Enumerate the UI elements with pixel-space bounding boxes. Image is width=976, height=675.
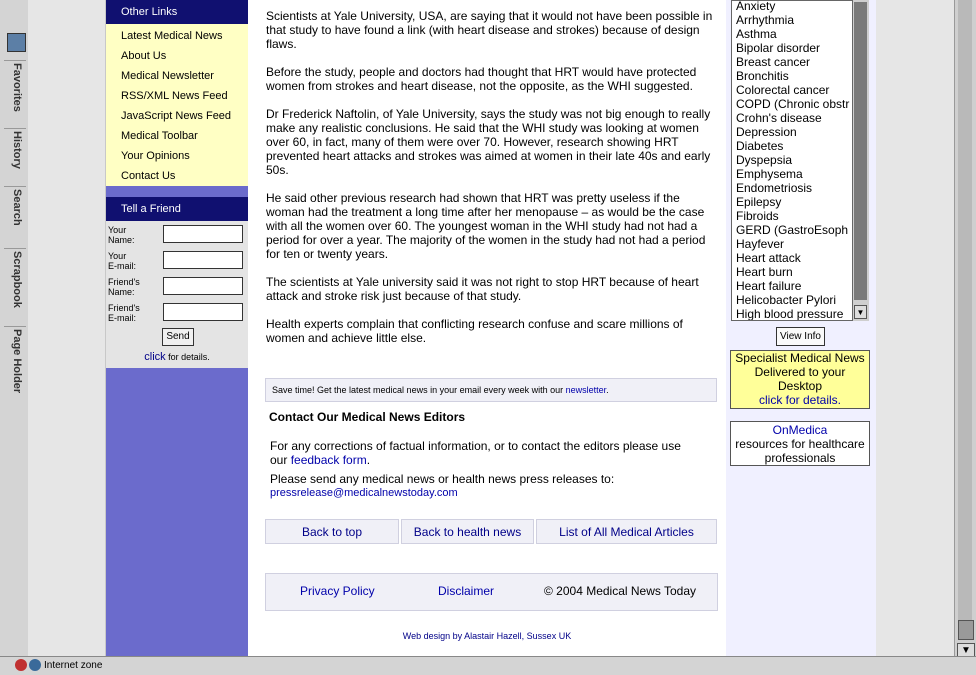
other-links-list (106, 24, 248, 186)
tab-favorites[interactable] (4, 60, 26, 129)
newsletter-link[interactable]: newsletter (565, 385, 607, 395)
view-info-button[interactable]: View Info (776, 327, 825, 346)
article-paragraph: He said other previous research had shown that HRT was pretty useless if the woman had the treatment a long time after her menopause – as would be the case with all the women over 60. The youngest woman in the WHI study had not had a period for over a year. The majority of the women in the study had not had a period for ten or twenty years. (266, 191, 706, 261)
friend-name-label: Friend's Name: (108, 277, 140, 297)
listbox-scrollbar[interactable] (852, 0, 869, 321)
friend-email-input[interactable] (163, 303, 243, 321)
all-medical-articles-button[interactable]: List of All Medical Articles (536, 519, 717, 544)
tab-search-label: Search (11, 189, 23, 226)
explorer-bar (0, 0, 29, 656)
newsletter-promo (265, 378, 717, 402)
page-margin-right (876, 0, 954, 656)
scroll-thumb[interactable] (958, 620, 974, 640)
listbox-scroll-thumb[interactable] (854, 2, 867, 300)
onmedica-line-3: professionals (764, 451, 836, 465)
article-paragraph: Before the study, people and doctors had thought that HRT would have protected women from strokes and heart disease, not the opposite, as the WHI suggested. (266, 65, 697, 93)
scroll-down-arrow-icon[interactable]: ▼ (957, 643, 975, 658)
list-item[interactable]: Epilepsy (736, 195, 782, 209)
tab-history-label: History (11, 131, 23, 169)
list-item[interactable]: Emphysema (736, 167, 803, 181)
tab-history[interactable] (4, 128, 26, 187)
article-paragraph: Scientists at Yale University, USA, are saying that it would not have been possible in that study to have found a link (with heart disease and strokes) because of design flaws. (266, 9, 713, 51)
other-links-title: Other Links (121, 6, 178, 18)
tab-scrapbook-label: Scrapbook (11, 251, 23, 308)
tab-page-holder[interactable] (4, 326, 26, 413)
feedback-form-link[interactable]: feedback form (290, 453, 367, 467)
list-item[interactable]: COPD (Chronic obstr (736, 97, 850, 111)
tell-friend-form (106, 221, 248, 368)
tell-friend-title: Tell a Friend (121, 203, 181, 215)
list-item[interactable]: Hayfever (736, 237, 785, 251)
nav-link-javascript-feed[interactable]: JavaScript News Feed (121, 110, 232, 122)
specialist-details-link[interactable]: click for details. (758, 393, 842, 407)
onmedica-box (730, 421, 870, 466)
back-to-top-button[interactable]: Back to top (265, 519, 399, 544)
copyright-text: © 2004 Medical News Today (544, 584, 697, 598)
press-release-text: Please send any medical news or health news press releases to: (270, 472, 615, 486)
friend-email-label: Friend's E-mail: (108, 303, 140, 323)
tab-search[interactable] (4, 186, 26, 249)
your-email-input[interactable] (163, 251, 243, 269)
friend-name-input[interactable] (163, 277, 243, 295)
list-item[interactable]: Bronchitis (736, 69, 789, 83)
globe-icon (29, 659, 41, 671)
article-paragraph: The scientists at Yale university said it was not right to stop HRT because of heart attack and stroke risk just because of that study. (266, 275, 699, 303)
specialist-line-3: Desktop (777, 379, 823, 393)
explorer-collapse-icon[interactable] (7, 33, 26, 52)
list-item[interactable]: Arrhythmia (736, 13, 795, 27)
list-item[interactable]: Colorectal cancer (736, 83, 830, 97)
other-links-header (106, 0, 248, 24)
article-paragraph: Health experts complain that conflicting research confuse and scare millions of women and achieve little else. (266, 317, 683, 345)
nav-link-medical-toolbar[interactable]: Medical Toolbar (121, 130, 198, 142)
newsletter-promo-text: Save time! Get the latest medical news in your email every week with our (272, 385, 566, 395)
tab-page-holder-label: Page Holder (11, 329, 23, 394)
nav-link-latest-news[interactable]: Latest Medical News (121, 30, 223, 42)
contact-corrections (270, 439, 700, 467)
list-item[interactable]: Heart burn (736, 265, 793, 279)
nav-link-rss-feed[interactable]: RSS/XML News Feed (121, 90, 228, 102)
list-item[interactable]: High blood pressure (736, 307, 844, 321)
your-email-label: Your E-mail: (108, 251, 137, 271)
specialist-line-1: Specialist Medical News (735, 351, 865, 365)
conditions-listbox[interactable] (731, 0, 869, 321)
press-release-email-link[interactable]: pressrelease@medicalnewstoday.com (270, 487, 458, 499)
list-item[interactable]: Anxiety (736, 0, 776, 13)
details-line (106, 351, 248, 363)
privacy-policy-link[interactable]: Privacy Policy (300, 584, 375, 598)
nav-link-newsletter[interactable]: Medical Newsletter (121, 70, 214, 82)
list-item[interactable]: Asthma (736, 27, 777, 41)
back-to-health-news-button[interactable]: Back to health news (401, 519, 534, 544)
details-suffix: for details. (165, 352, 210, 362)
status-zone: Internet zone (44, 660, 103, 671)
details-link[interactable]: click (144, 351, 166, 363)
onmedica-link[interactable]: OnMedica (772, 423, 828, 437)
contact-heading: Contact Our Medical News Editors (269, 410, 466, 424)
list-item[interactable]: Dyspepsia (736, 153, 793, 167)
list-item[interactable]: Helicobacter Pylori (736, 293, 837, 307)
status-bar (0, 656, 976, 675)
list-item[interactable]: Heart failure (736, 279, 802, 293)
list-item[interactable]: Heart attack (736, 251, 801, 265)
list-item[interactable]: Breast cancer (736, 55, 811, 69)
contact-corrections-text: For any corrections of factual information, or to contact the editors please use our (270, 439, 681, 467)
list-item[interactable]: Fibroids (736, 209, 779, 223)
specialist-news-box (730, 350, 870, 409)
nav-link-contact-us[interactable]: Contact Us (121, 170, 176, 182)
tell-friend-header (106, 197, 248, 221)
article-paragraph: Dr Frederick Naftolin, of Yale University, says the study was not big enough to really make any realistic conclusions. He said that the WHI study was looking at women over 60, in fact, many of them were over 70. However, research showing HRT prevented heart attacks and strokes was aimed at women in their late 40s and early 50s. (266, 107, 711, 177)
your-name-label: Your Name: (108, 225, 135, 245)
onmedica-line-2: resources for healthcare (735, 437, 865, 451)
send-button[interactable]: Send (162, 328, 194, 346)
list-item[interactable]: GERD (GastroEsoph (736, 223, 849, 237)
main-content (248, 0, 726, 656)
page-margin-left (28, 0, 105, 656)
disclaimer-link[interactable]: Disclaimer (438, 584, 495, 598)
tab-favorites-label: Favorites (11, 63, 23, 112)
your-name-input[interactable] (163, 225, 243, 243)
newsletter-promo-end: . (606, 385, 609, 395)
list-item[interactable]: Endometriosis (736, 181, 813, 195)
window-scrollbar[interactable] (954, 0, 976, 656)
chevron-down-icon[interactable]: ▼ (854, 305, 867, 319)
list-item[interactable]: Diabetes (736, 139, 784, 153)
scroll-track[interactable] (958, 0, 972, 620)
nav-link-about-us[interactable]: About Us (121, 50, 167, 62)
specialist-line-2: Delivered to your (754, 365, 846, 379)
contact-corrections-end: . (366, 453, 371, 467)
list-item[interactable]: Depression (736, 125, 797, 139)
nav-link-your-opinions[interactable]: Your Opinions (121, 150, 190, 162)
footer (265, 573, 718, 611)
tab-scrapbook[interactable] (4, 248, 26, 327)
security-icon (15, 659, 27, 671)
list-item[interactable]: Crohn's disease (736, 111, 822, 125)
web-design-credit-link[interactable]: Web design by Alastair Hazell, Sussex UK (402, 631, 572, 641)
list-item[interactable]: Bipolar disorder (736, 41, 821, 55)
